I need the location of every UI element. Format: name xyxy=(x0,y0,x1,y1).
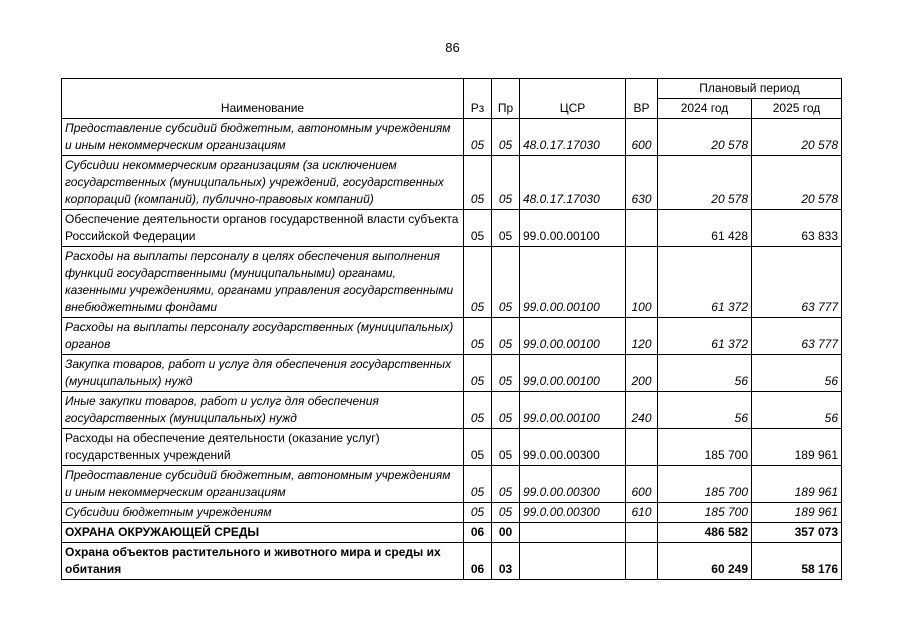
cell-2025: 56 xyxy=(752,392,842,429)
table-row xyxy=(62,503,842,523)
cell-name: Предоставление субсидий бюджетным, автономным учреждениям и иным некоммерческим организациям xyxy=(62,119,464,156)
cell-name: Субсидии бюджетным учреждениям xyxy=(62,503,464,523)
header-year-2024: 2024 год xyxy=(658,99,752,119)
cell-2024: 185 700 xyxy=(658,466,752,503)
header-pr: Пр xyxy=(492,79,520,119)
cell-2025: 189 961 xyxy=(752,429,842,466)
cell-2025: 56 xyxy=(752,355,842,392)
table-row xyxy=(62,429,842,466)
header-rz: Рз xyxy=(464,79,492,119)
cell-2025: 189 961 xyxy=(752,503,842,523)
cell-csr: 99.0.00.00100 xyxy=(520,210,626,247)
cell-csr: 99.0.00.00300 xyxy=(520,429,626,466)
cell-vr: 610 xyxy=(626,503,658,523)
table-row xyxy=(62,156,842,210)
cell-2025: 189 961 xyxy=(752,466,842,503)
cell-vr xyxy=(626,429,658,466)
cell-csr: 99.0.00.00300 xyxy=(520,503,626,523)
cell-2024: 185 700 xyxy=(658,429,752,466)
cell-csr: 48.0.17.17030 xyxy=(520,119,626,156)
cell-name: ОХРАНА ОКРУЖАЮЩЕЙ СРЕДЫ xyxy=(62,523,464,543)
table-row xyxy=(62,523,842,543)
cell-2024: 61 372 xyxy=(658,318,752,355)
cell-vr: 240 xyxy=(626,392,658,429)
cell-name: Закупка товаров, работ и услуг для обеспечения государственных (муниципальных) нужд xyxy=(62,355,464,392)
table-row xyxy=(62,247,842,318)
cell-csr: 99.0.00.00100 xyxy=(520,355,626,392)
cell-csr: 99.0.00.00100 xyxy=(520,247,626,318)
cell-rz: 05 xyxy=(464,392,492,429)
cell-csr xyxy=(520,543,626,580)
cell-pr: 03 xyxy=(492,543,520,580)
cell-pr: 05 xyxy=(492,429,520,466)
cell-2024: 56 xyxy=(658,355,752,392)
cell-2025: 20 578 xyxy=(752,119,842,156)
table-body xyxy=(62,119,842,580)
cell-vr: 100 xyxy=(626,247,658,318)
cell-rz: 05 xyxy=(464,503,492,523)
cell-vr: 600 xyxy=(626,119,658,156)
cell-vr: 200 xyxy=(626,355,658,392)
cell-rz: 05 xyxy=(464,355,492,392)
header-vr: ВР xyxy=(626,79,658,119)
cell-2024: 61 372 xyxy=(658,247,752,318)
table-row xyxy=(62,355,842,392)
cell-rz: 05 xyxy=(464,247,492,318)
cell-name: Предоставление субсидий бюджетным, автономным учреждениям и иным некоммерческим организациям xyxy=(62,466,464,503)
cell-pr: 05 xyxy=(492,355,520,392)
cell-2024: 185 700 xyxy=(658,503,752,523)
page-number: 86 xyxy=(445,40,460,55)
cell-pr: 05 xyxy=(492,156,520,210)
cell-2025: 58 176 xyxy=(752,543,842,580)
header-year-2025: 2025 год xyxy=(752,99,842,119)
cell-pr: 05 xyxy=(492,392,520,429)
cell-2025: 63 833 xyxy=(752,210,842,247)
cell-rz: 05 xyxy=(464,156,492,210)
cell-2024: 60 249 xyxy=(658,543,752,580)
table-row xyxy=(62,210,842,247)
cell-rz: 06 xyxy=(464,523,492,543)
cell-rz: 05 xyxy=(464,318,492,355)
table-row xyxy=(62,119,842,156)
table-row xyxy=(62,543,842,580)
cell-2025: 63 777 xyxy=(752,247,842,318)
budget-table xyxy=(61,78,842,580)
cell-name: Расходы на выплаты персоналу в целях обеспечения выполнения функций государственными (муниципальными) органами, казенными учреждениями, органами управления государственными внебюджетными фондами xyxy=(62,247,464,318)
cell-rz: 05 xyxy=(464,429,492,466)
table-row xyxy=(62,318,842,355)
cell-pr: 05 xyxy=(492,119,520,156)
cell-pr: 05 xyxy=(492,503,520,523)
cell-rz: 06 xyxy=(464,543,492,580)
cell-name: Иные закупки товаров, работ и услуг для обеспечения государственных (муниципальных) нужд xyxy=(62,392,464,429)
cell-2024: 20 578 xyxy=(658,156,752,210)
cell-pr: 05 xyxy=(492,247,520,318)
cell-pr: 00 xyxy=(492,523,520,543)
table-row xyxy=(62,466,842,503)
cell-2025: 20 578 xyxy=(752,156,842,210)
cell-vr: 600 xyxy=(626,466,658,503)
cell-name: Охрана объектов растительного и животного мира и среды их обитания xyxy=(62,543,464,580)
header-csr: ЦСР xyxy=(520,79,626,119)
header-name: Наименование xyxy=(62,79,464,119)
cell-csr xyxy=(520,523,626,543)
cell-2024: 486 582 xyxy=(658,523,752,543)
cell-name: Обеспечение деятельности органов государственной власти субъекта Российской Федерации xyxy=(62,210,464,247)
cell-csr: 99.0.00.00100 xyxy=(520,392,626,429)
cell-vr xyxy=(626,523,658,543)
cell-vr: 120 xyxy=(626,318,658,355)
cell-rz: 05 xyxy=(464,119,492,156)
cell-name: Расходы на обеспечение деятельности (оказание услуг) государственных учреждений xyxy=(62,429,464,466)
cell-pr: 05 xyxy=(492,318,520,355)
cell-vr xyxy=(626,543,658,580)
cell-csr: 99.0.00.00300 xyxy=(520,466,626,503)
cell-csr: 99.0.00.00100 xyxy=(520,318,626,355)
cell-pr: 05 xyxy=(492,210,520,247)
cell-vr: 630 xyxy=(626,156,658,210)
cell-2024: 56 xyxy=(658,392,752,429)
cell-name: Субсидии некоммерческим организациям (за исключением государственных (муниципальных) учреждений, государственных корпораций (компаний), публично-правовых компаний) xyxy=(62,156,464,210)
cell-name: Расходы на выплаты персоналу государственных (муниципальных) органов xyxy=(62,318,464,355)
header-planned-period: Плановый период xyxy=(658,79,842,99)
cell-pr: 05 xyxy=(492,466,520,503)
cell-csr: 48.0.17.17030 xyxy=(520,156,626,210)
cell-2024: 20 578 xyxy=(658,119,752,156)
cell-2025: 63 777 xyxy=(752,318,842,355)
table-row xyxy=(62,392,842,429)
cell-rz: 05 xyxy=(464,210,492,247)
cell-2025: 357 073 xyxy=(752,523,842,543)
header-row xyxy=(62,79,842,99)
cell-vr xyxy=(626,210,658,247)
cell-rz: 05 xyxy=(464,466,492,503)
cell-2024: 61 428 xyxy=(658,210,752,247)
